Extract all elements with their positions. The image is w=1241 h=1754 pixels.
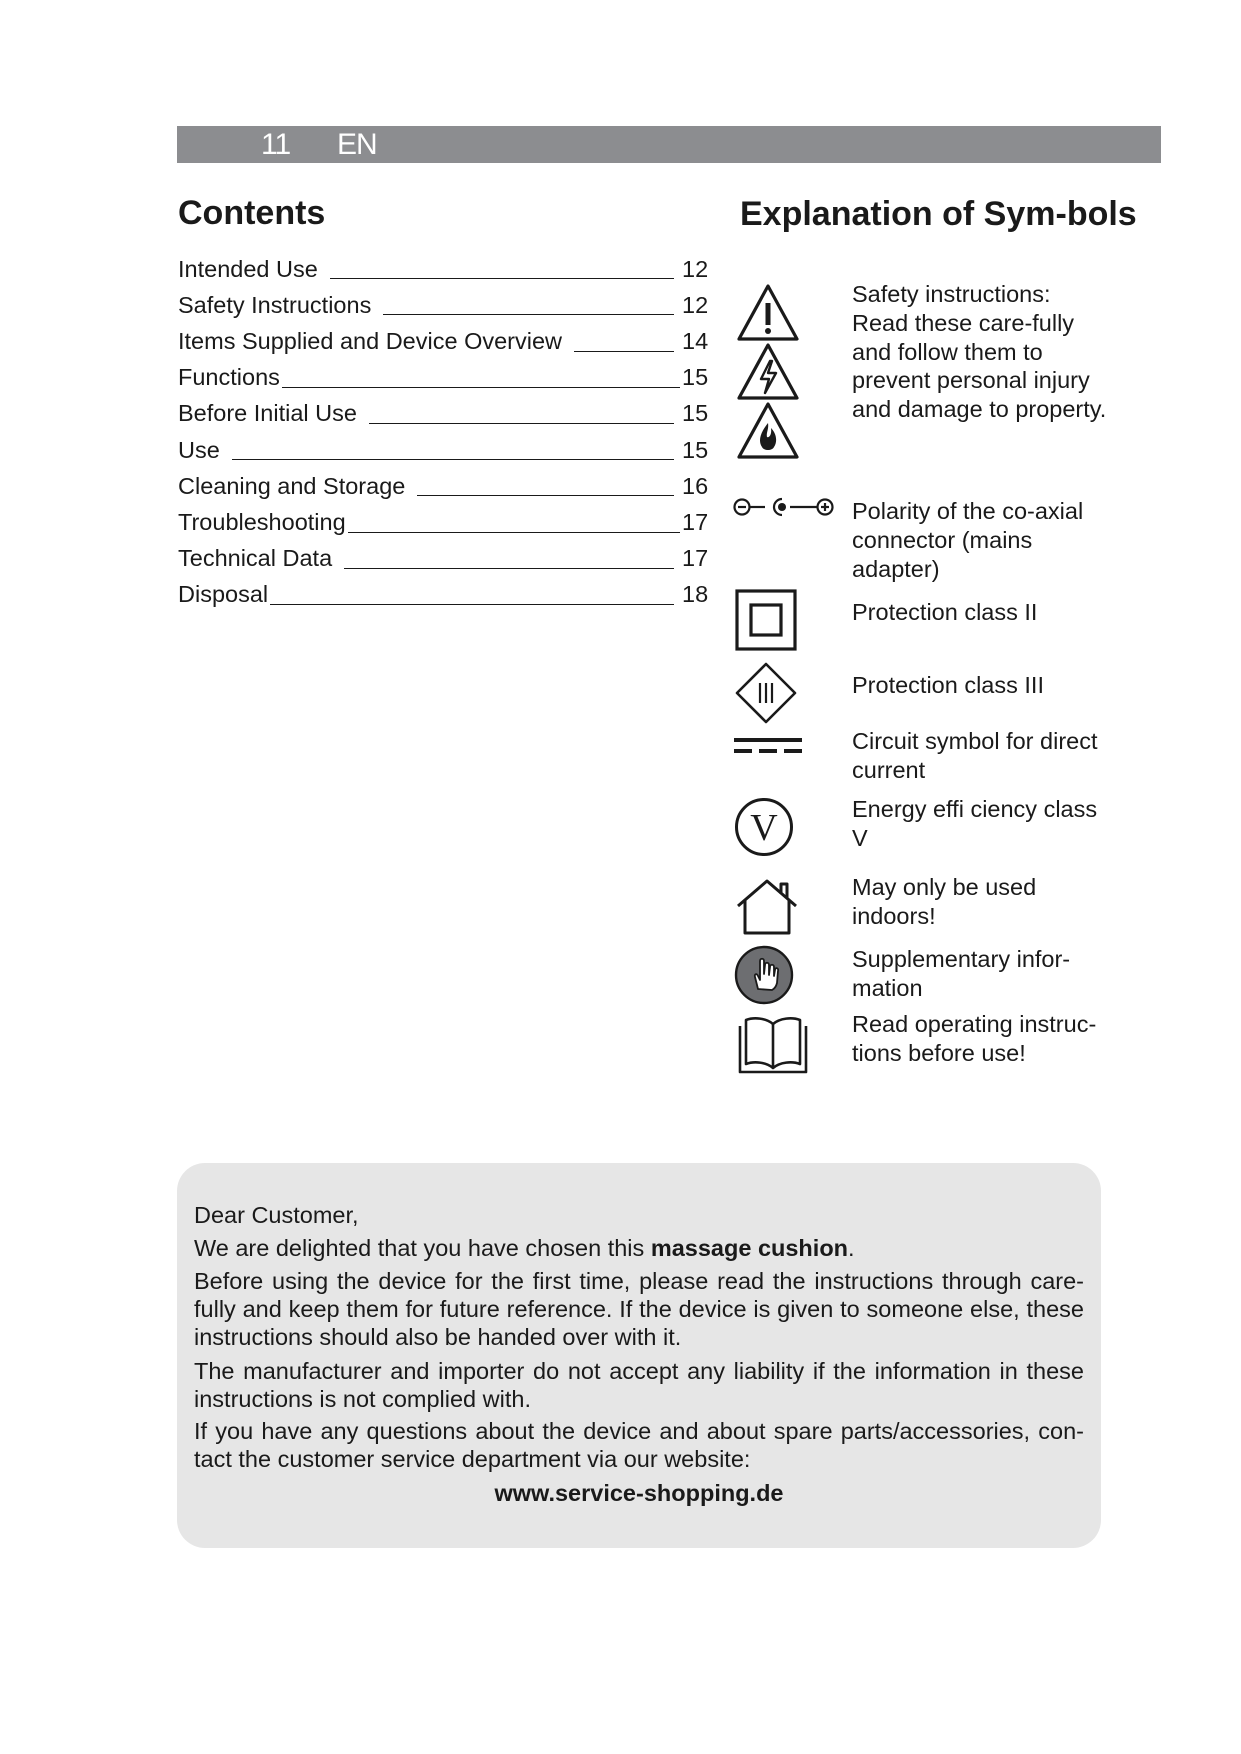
table-of-contents (178, 245, 708, 607)
toc-label: Safety Instructions (178, 291, 372, 318)
supplementary-info-text: Supplementary infor-mation (852, 946, 1071, 1001)
toc-leader-line (270, 604, 674, 605)
toc-label: Technical Data (178, 545, 333, 572)
toc-label: Items Supplied and Device Overview (178, 328, 563, 355)
toc-label: Troubleshooting (178, 509, 346, 535)
toc-entry[interactable] (178, 390, 708, 426)
toc-entry[interactable] (178, 317, 708, 353)
toc-page: 15 (682, 436, 709, 463)
toc-page: 16 (682, 472, 709, 499)
toc-page: 14 (682, 328, 709, 355)
toc-leader-line (232, 459, 674, 460)
toc-page: 12 (682, 291, 709, 318)
toc-page: 18 (682, 581, 709, 608)
toc-entry[interactable] (178, 535, 708, 571)
energy-class-text: Energy effi ciency class V (852, 796, 1098, 851)
toc-page: 15 (682, 364, 709, 391)
service-website-link[interactable]: www.service-shopping.de (494, 1480, 784, 1506)
toc-page: 17 (682, 509, 709, 535)
toc-label: Disposal (178, 581, 269, 608)
toc-entry[interactable] (178, 281, 708, 317)
coaxial-polarity-text: Polarity of the co-axial connector (mains adapter) (852, 498, 1084, 582)
coaxial-polarity-icon (733, 495, 835, 519)
product-name: massage cushion (650, 1235, 849, 1261)
toc-entry[interactable] (178, 462, 708, 498)
toc-page: 17 (682, 545, 709, 572)
customer-notice-box (177, 1163, 1101, 1548)
indoor-house-icon (734, 878, 800, 936)
toc-entry[interactable] (178, 354, 708, 390)
warning-triangle-icons (736, 283, 800, 461)
toc-label: Cleaning and Storage (178, 472, 406, 499)
read-instructions-text: Read operating instruc-tions before use! (852, 1011, 1097, 1066)
direct-current-icon (734, 736, 802, 756)
protection-class-iii-text: Protection class III (852, 672, 1044, 698)
toc-entry[interactable] (178, 245, 708, 281)
intro-text: We are delighted that you have chosen this (194, 1235, 651, 1261)
hand-info-icon (734, 945, 794, 1005)
page-number: 11 (261, 128, 291, 161)
intro-sentence (194, 1234, 1084, 1262)
protection-class-ii-icon (735, 589, 797, 651)
indoor-use-text: May only be used indoors! (852, 874, 1037, 929)
toc-label: Before Initial Use (178, 400, 357, 427)
toc-leader-line (369, 423, 674, 424)
liability-paragraph: The manufacturer and importer do not accept any liability if the information in these instructions is not complied with. (194, 1358, 1084, 1412)
toc-leader-line (383, 314, 674, 315)
read-instructions-paragraph: Before using the device for the first time, please read the instructions through care-fully and keep them for future reference. If the device is given to someone else, these instructions should also be handed over with it. (194, 1268, 1084, 1350)
direct-current-text: Circuit symbol for direct current (852, 728, 1098, 783)
energy-class-v-icon (734, 797, 794, 857)
toc-label: Use (178, 436, 220, 463)
energy-class-letter: V (750, 807, 778, 849)
toc-entry[interactable] (178, 571, 708, 607)
safety-instructions-text: Safety instructions: Read these care-fully and follow them to prevent personal injury and damage to property. (852, 281, 1107, 423)
toc-leader-line (330, 278, 674, 279)
toc-page: 12 (682, 255, 709, 282)
toc-leader-line (574, 351, 674, 352)
contents-title: Contents (178, 194, 326, 232)
toc-leader-line (417, 495, 674, 496)
symbols-title: Explanation of Sym-bols (740, 195, 1137, 233)
toc-leader-line (348, 532, 680, 533)
intro-end: . (848, 1235, 855, 1261)
toc-leader-line (282, 387, 680, 388)
toc-label: Intended Use (178, 255, 318, 282)
book-icon (736, 1014, 810, 1074)
toc-entry[interactable] (178, 498, 708, 534)
page-header-bar (177, 126, 1161, 163)
toc-page: 15 (682, 400, 709, 427)
toc-label: Functions (178, 364, 280, 391)
protection-class-iii-icon (735, 662, 797, 724)
protection-class-ii-text: Protection class II (852, 599, 1038, 625)
toc-leader-line (344, 568, 674, 569)
contact-paragraph: If you have any questions about the device and about spare parts/accessories, con-tact the customer service department via our website: (194, 1418, 1084, 1472)
greeting: Dear Customer, (194, 1202, 359, 1228)
language-code: EN (337, 128, 377, 161)
toc-entry[interactable] (178, 426, 708, 462)
